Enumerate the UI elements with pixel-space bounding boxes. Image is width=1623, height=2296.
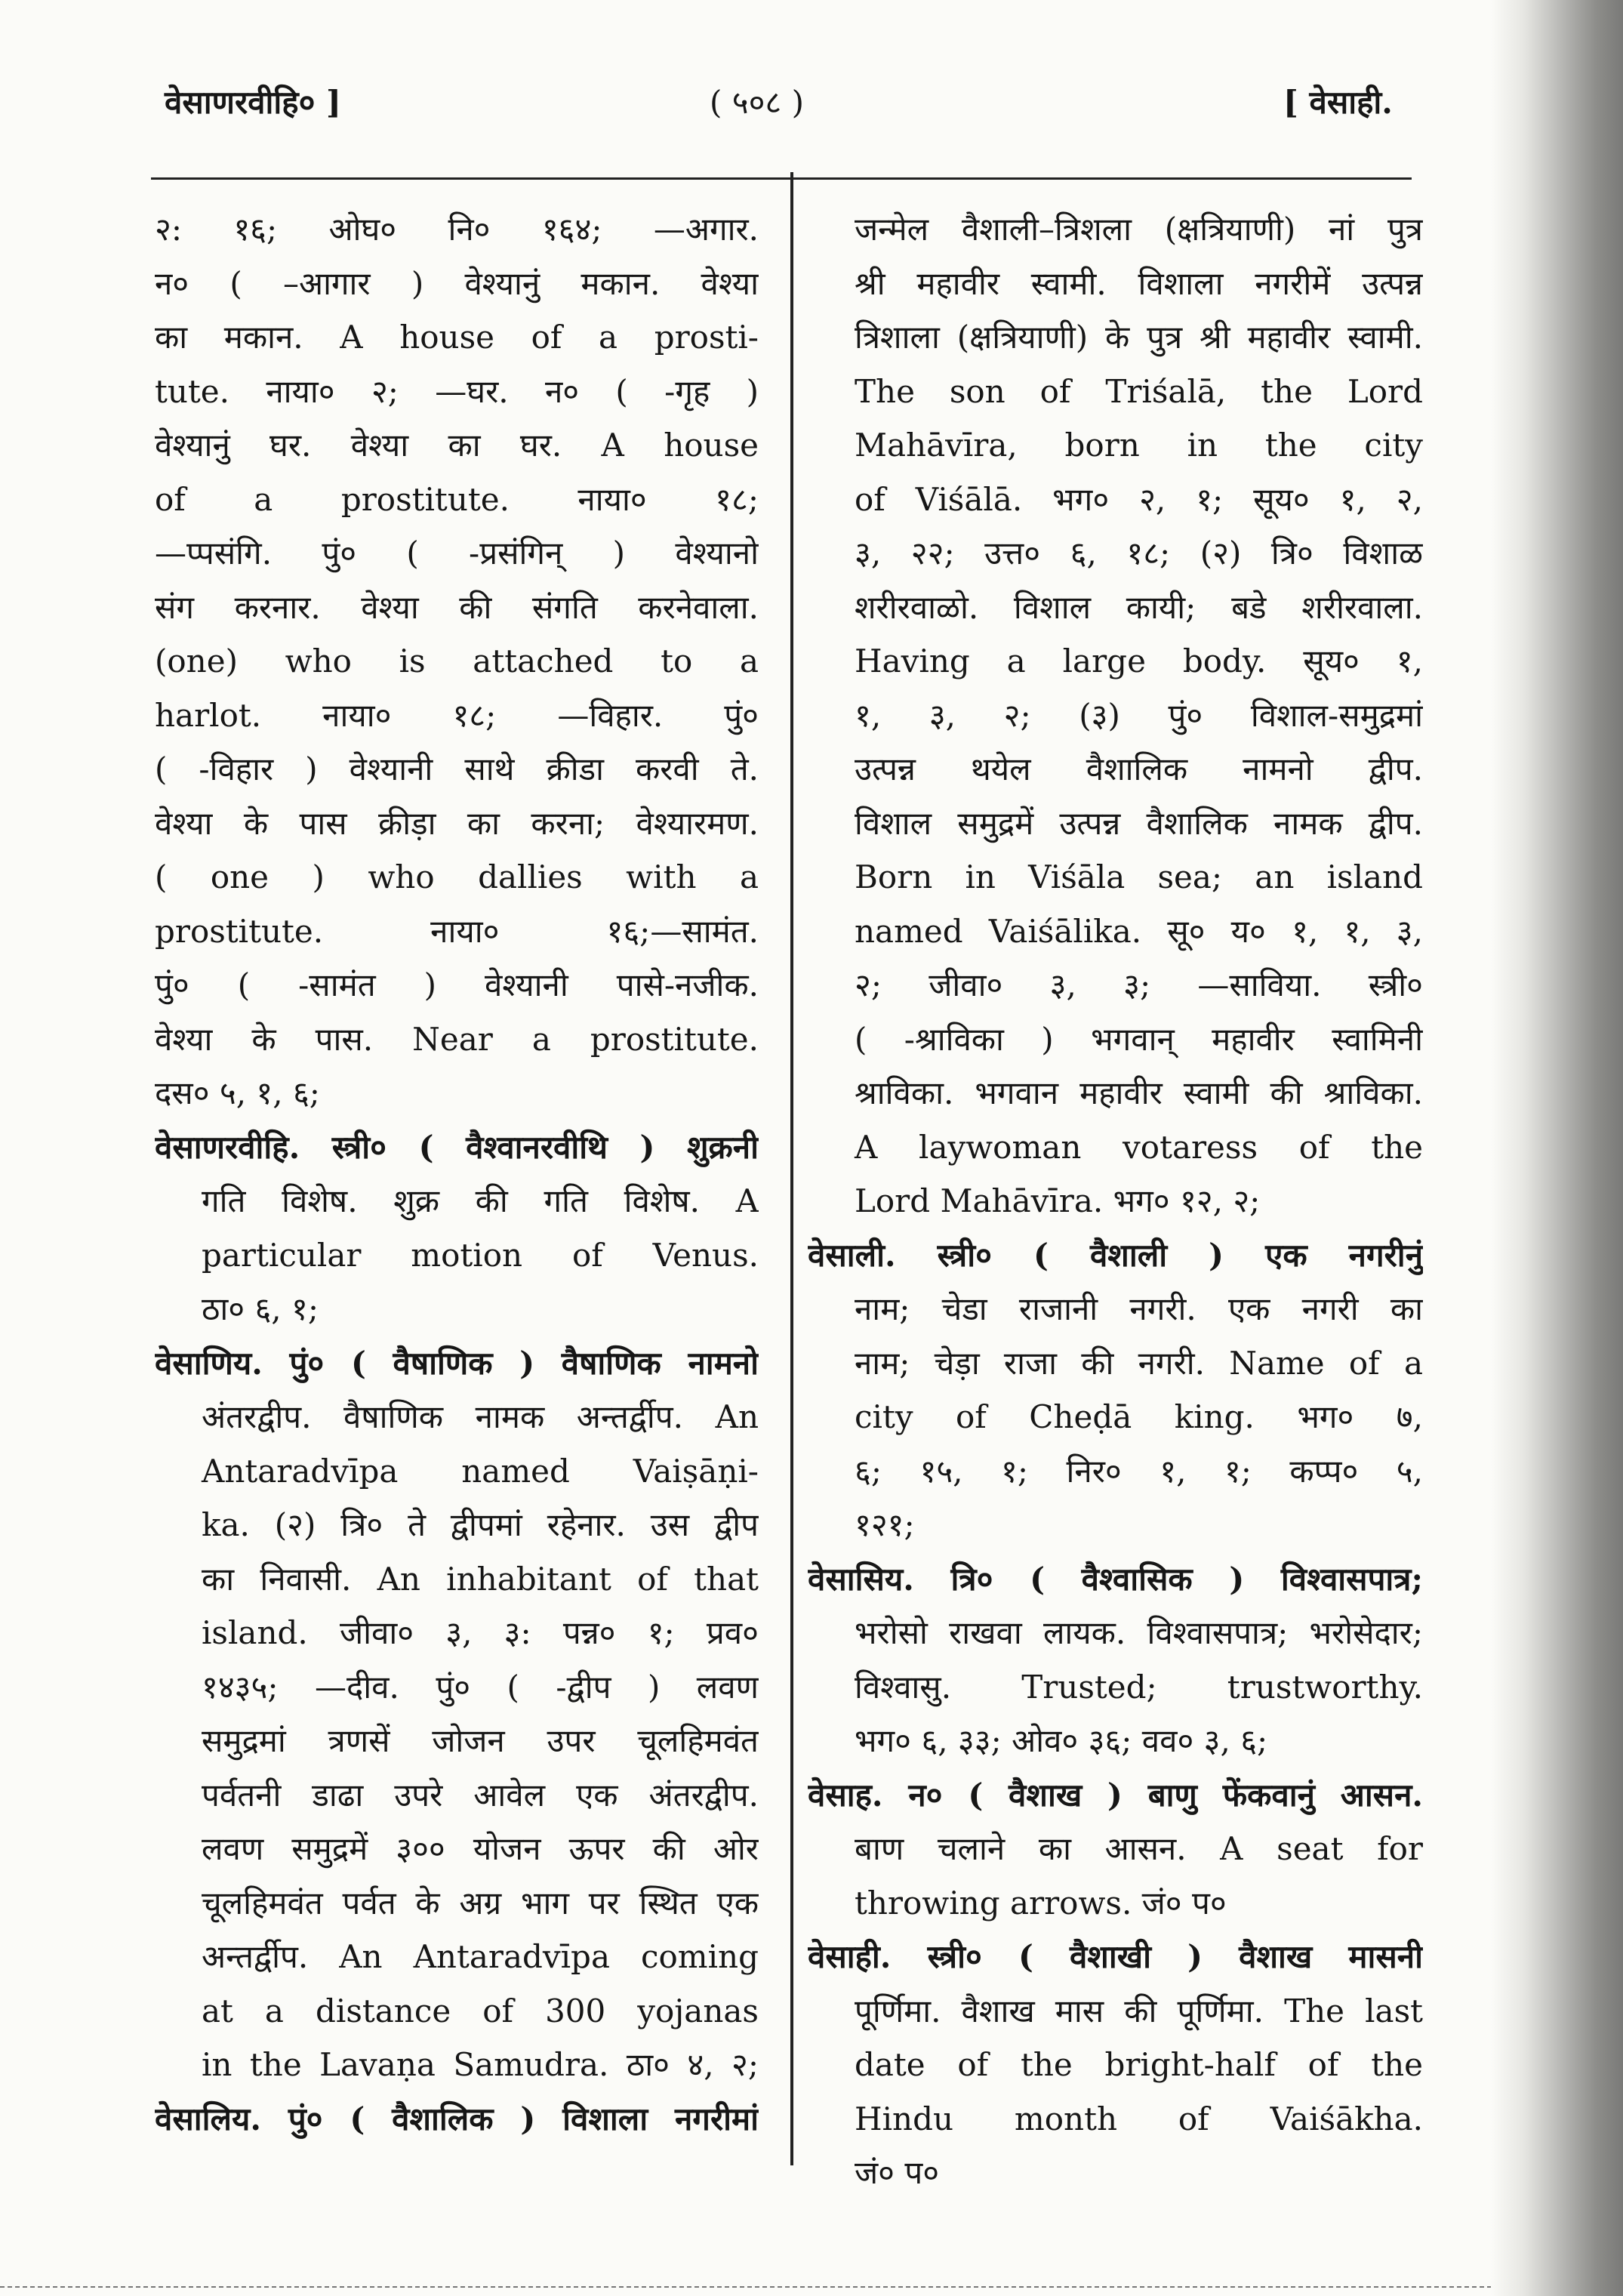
entry-headword-line: वेसाही. स्त्री० ( वैशाखी ) वैशाख मासनी xyxy=(808,1938,1423,1975)
text-line: शरीरवाळो. विशाल कायी; बडे शरीरवाला. xyxy=(855,588,1423,626)
text-line: throwing arrows. जं० प० xyxy=(855,1884,1227,1922)
text-line: जन्मेल वैशाली–त्रिशला (क्षत्रियाणी) नां पुत्र xyxy=(855,211,1423,248)
text-line: of Viśālā. भग० २, १; सूय० १, २, xyxy=(855,480,1423,518)
text-line: of a prostitute. नाया० १८; xyxy=(155,480,759,518)
text-line: विशाल समुद्रमें उत्पन्न वैशालिक नामक द्वीप. xyxy=(855,804,1423,842)
text-line: A laywoman votaress of the xyxy=(855,1128,1423,1166)
text-line: उत्पन्न थयेल वैशालिक नामनो द्वीप. xyxy=(855,750,1423,787)
text-line: Antaradvīpa named Vaiṣāṇi- xyxy=(202,1452,759,1490)
text-line: named Vaiśālika. सू० य० १, १, ३, xyxy=(855,912,1423,950)
page-bottom-edge xyxy=(0,2286,1491,2288)
text-line: at a distance of 300 yojanas xyxy=(202,1992,759,2029)
text-line: The son of Triśalā, the Lord xyxy=(855,372,1423,410)
entry-headword-line: वेसाणरवीहि. स्त्री० ( वैश्वानरवीथि ) शुक्रनी xyxy=(155,1128,759,1166)
text-line: Having a large body. सूय० १, xyxy=(855,643,1423,680)
text-line: बाण चलाने का आसन. A seat for xyxy=(855,1830,1423,1867)
book-binding-shadow xyxy=(1491,0,1623,2296)
text-line: पूर्णिमा. वैशाख मास की पूर्णिमा. The last xyxy=(855,1992,1423,2029)
text-line: गति विशेष. शुक्र की गति विशेष. A xyxy=(202,1182,759,1219)
text-line: दस० ५, १, ६; xyxy=(155,1074,320,1111)
text-line: Mahāvīra, born in the city xyxy=(855,427,1423,464)
text-line: date of the bright-half of the xyxy=(855,2046,1423,2083)
text-line: नाम; चेड़ा राजा की नगरी. Name of a xyxy=(855,1344,1423,1382)
text-line: —प्पसंगि. पुं० ( -प्रसंगिन् ) वेश्यानो xyxy=(155,535,759,572)
text-line: श्राविका. भगवान महावीर स्वामी की श्राविका. xyxy=(855,1074,1423,1111)
text-line: श्री महावीर स्वामी. विशाला नगरीमें उत्पन्न xyxy=(855,264,1423,302)
text-line: वेश्या के पास क्रीड़ा का करना; वेश्यारमण. xyxy=(155,804,759,842)
text-line: ६; १५, १; निर० १, १; कप्प० ५, xyxy=(855,1452,1423,1490)
text-line: का निवासी. An inhabitant of that xyxy=(202,1560,759,1598)
text-line: त्रिशाला (क्षत्रियाणी) के पुत्र श्री महावीर स्वामी. xyxy=(855,319,1423,356)
text-line: अन्तर्द्वीप. An Antaradvīpa coming xyxy=(202,1938,759,1975)
running-head-left: वेसाणरवीहि० ] xyxy=(165,84,341,121)
text-line: island. जीवा० ३, ३: पन्न० १; प्रव० xyxy=(202,1614,759,1651)
text-line: भग० ६, ३३; ओव० ३६; वव० ३, ६; xyxy=(855,1722,1268,1759)
right-column xyxy=(808,202,1423,2200)
text-line: ३, २२; उत्त० ६, १८; (२) त्रि० विशाळ xyxy=(855,535,1423,572)
text-line: २; जीवा० ३, ३; —साविया. स्त्री० xyxy=(855,966,1423,1003)
text-line: १२१; xyxy=(855,1506,915,1543)
text-line: संग करनार. वेश्या की संगति करनेवाला. xyxy=(155,588,759,626)
text-line: harlot. नाया० १८; —विहार. पुं० xyxy=(155,696,759,734)
text-line: Born in Viśāla sea; an island xyxy=(855,858,1423,895)
header-rule xyxy=(151,177,1412,180)
text-line: वेश्या के पास. Near a prostitute. xyxy=(155,1020,759,1058)
column-divider xyxy=(790,172,793,2165)
text-line: tute. नाया० २; —घर. न० ( -गृह ) xyxy=(155,372,759,410)
text-line: न० ( –आगार ) वेश्यानुं मकान. वेश्या xyxy=(155,264,759,302)
entry-headword-line: वेसालिय. पुं० ( वैशालिक ) विशाला नगरीमां xyxy=(155,2100,759,2137)
text-line: समुद्रमां त्रणसें जोजन उपर चूलहिमवंत xyxy=(202,1722,759,1759)
left-column xyxy=(155,202,759,2146)
text-line: ( -श्राविका ) भगवान् महावीर स्वामिनी xyxy=(855,1020,1423,1058)
text-line: का मकान. A house of a prosti- xyxy=(155,319,759,356)
text-line: city of Cheḍā king. भग० ७, xyxy=(855,1398,1423,1435)
text-line: पुं० ( -सामंत ) वेश्यानी पासे-नजीक. xyxy=(155,966,759,1003)
text-line: Lord Mahāvīra. भग० १२, २; xyxy=(855,1182,1261,1219)
text-line: particular motion of Venus. xyxy=(202,1236,759,1274)
text-line: नाम; चेडा राजानी नगरी. एक नगरी का xyxy=(855,1290,1423,1327)
text-line: पर्वतनी डाढा उपरे आवेल एक अंतरद्वीप. xyxy=(202,1776,759,1814)
running-head-right: [ वेसाही. xyxy=(1283,84,1393,121)
text-line: ( one ) who dallies with a xyxy=(155,858,759,895)
text-line: Hindu month of Vaiśākha. xyxy=(855,2100,1423,2137)
text-line: भरोसो राखवा लायक. विश्वासपात्र; भरोसेदार; xyxy=(855,1614,1423,1651)
text-line: prostitute. नाया० १६;—सामंत. xyxy=(155,912,759,950)
text-line: अंतरद्वीप. वैषाणिक नामक अन्तर्द्वीप. An xyxy=(202,1398,759,1435)
text-line: वेश्यानुं घर. वेश्या का घर. A house xyxy=(155,427,759,464)
entry-headword-line: वेसाली. स्त्री० ( वैशाली ) एक नगरीनुं xyxy=(808,1236,1423,1274)
entry-headword-line: वेसासिय. त्रि० ( वैश्वासिक ) विश्वासपात्र; xyxy=(808,1560,1423,1598)
text-line: विश्वासु. Trusted; trustworthy. xyxy=(855,1668,1423,1706)
text-line: in the Lavaṇa Samudra. ठा० ४, २; xyxy=(202,2046,759,2083)
entry-headword-line: वेसाणिय. पुं० ( वैषाणिक ) वैषाणिक नामनो xyxy=(155,1344,759,1382)
text-line: (one) who is attached to a xyxy=(155,643,759,680)
entry-headword-line: वेसाह. न० ( वैशाख ) बाणु फेंकवानुं आसन. xyxy=(808,1776,1423,1814)
page-number: ( ५०८ ) xyxy=(710,84,804,121)
text-line: लवण समुद्रमें ३०० योजन ऊपर की ओर xyxy=(202,1830,759,1867)
text-line: ठा० ६, १; xyxy=(202,1290,319,1327)
text-line: १, ३, २; (३) पुं० विशाल-समुद्रमां xyxy=(855,696,1423,734)
text-line: चूलहिमवंत पर्वत के अग्र भाग पर स्थित एक xyxy=(202,1884,759,1922)
text-line: ( -विहार ) वेश्यानी साथे क्रीडा करवी ते. xyxy=(155,750,759,787)
text-line: २: १६; ओघ० नि० १६४; —अगार. xyxy=(155,211,759,248)
text-line: १४३५; —दीव. पुं० ( -द्वीप ) लवण xyxy=(202,1668,759,1706)
text-line: ka. (२) त्रि० ते द्वीपमां रहेनार. उस द्वीप xyxy=(202,1506,759,1543)
text-line: जं० प० xyxy=(855,2154,940,2191)
